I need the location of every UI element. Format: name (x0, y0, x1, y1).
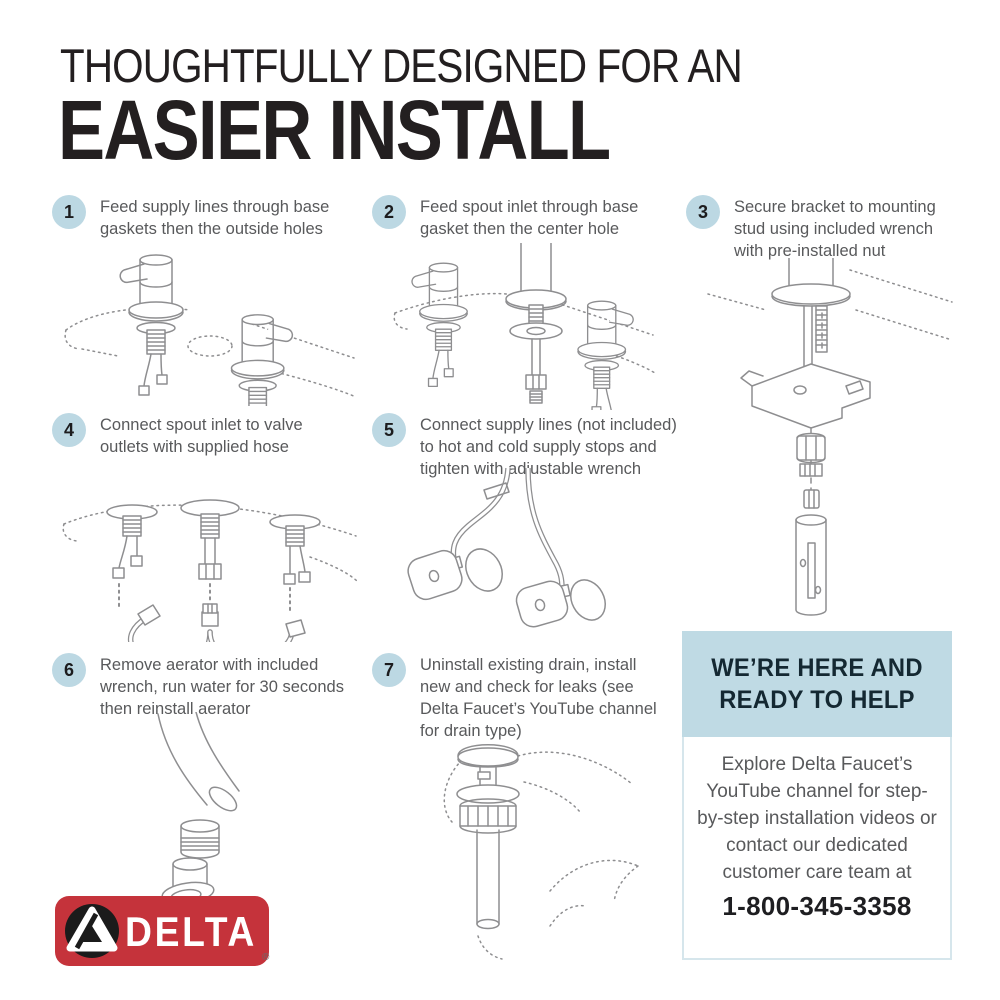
help-body-text: Explore Delta Faucet’s YouTube channel for step-by-step installation videos or contact our dedicated customer care team at (697, 754, 937, 883)
step-4-hose-connection-illustration (58, 462, 363, 642)
step-6 (52, 653, 352, 720)
step-1-faucet-handles-illustration (60, 246, 360, 406)
delta-wordmark: DELTA (125, 908, 257, 955)
delta-logo (55, 896, 269, 968)
step-5-number-badge: 5 (372, 413, 406, 447)
step-5-text: Connect supply lines (not included) to hot and cold supply stops and tighten with adjustable wrench (420, 416, 677, 478)
step-2-number-badge: 2 (372, 195, 406, 229)
help-phone-number: 1-800-345-3358 (722, 891, 912, 921)
step-2-text: Feed spout inlet through base gasket then the center hole (420, 198, 639, 238)
headline-main: EASIER INSTALL (58, 83, 610, 177)
step-1-text: Feed supply lines through base gaskets then the outside holes (100, 198, 330, 238)
step-4-number-badge: 4 (52, 413, 86, 447)
step-4 (52, 413, 332, 458)
step-3-number-badge: 3 (686, 195, 720, 229)
step-2-spout-inlet-illustration (385, 243, 660, 410)
registered-trademark-symbol: ® (262, 952, 270, 963)
headline-kicker: THOUGHTFULLY DESIGNED FOR AN (60, 39, 742, 92)
step-4-text: Connect spout inlet to valve outlets with supplied hose (100, 416, 303, 456)
help-title-line2: READY TO HELP (719, 686, 915, 714)
help-title-line1: WE’RE HERE AND (711, 654, 923, 682)
step-3-bracket-stud-illustration (700, 258, 955, 623)
step-7-text: Uninstall existing drain, install new and check for leaks (see Delta Faucet’s YouTube channel for drain type) (420, 656, 657, 740)
step-3 (686, 195, 956, 262)
help-box-body (682, 737, 952, 960)
step-7-number-badge: 7 (372, 653, 406, 687)
step-6-number-badge: 6 (52, 653, 86, 687)
step-5-supply-stops-illustration (392, 468, 664, 640)
step-3-text: Secure bracket to mounting stud using included wrench with pre-installed nut (734, 198, 936, 260)
step-1 (52, 195, 342, 240)
help-box (682, 631, 952, 960)
step-1-number-badge: 1 (52, 195, 86, 229)
step-7-drain-assembly-illustration (400, 726, 660, 978)
help-box-header (682, 631, 952, 737)
step-6-aerator-wrench-illustration (100, 712, 320, 902)
step-2 (372, 195, 662, 240)
step-6-text: Remove aerator with included wrench, run water for 30 seconds then reinstall aerator (100, 656, 344, 718)
